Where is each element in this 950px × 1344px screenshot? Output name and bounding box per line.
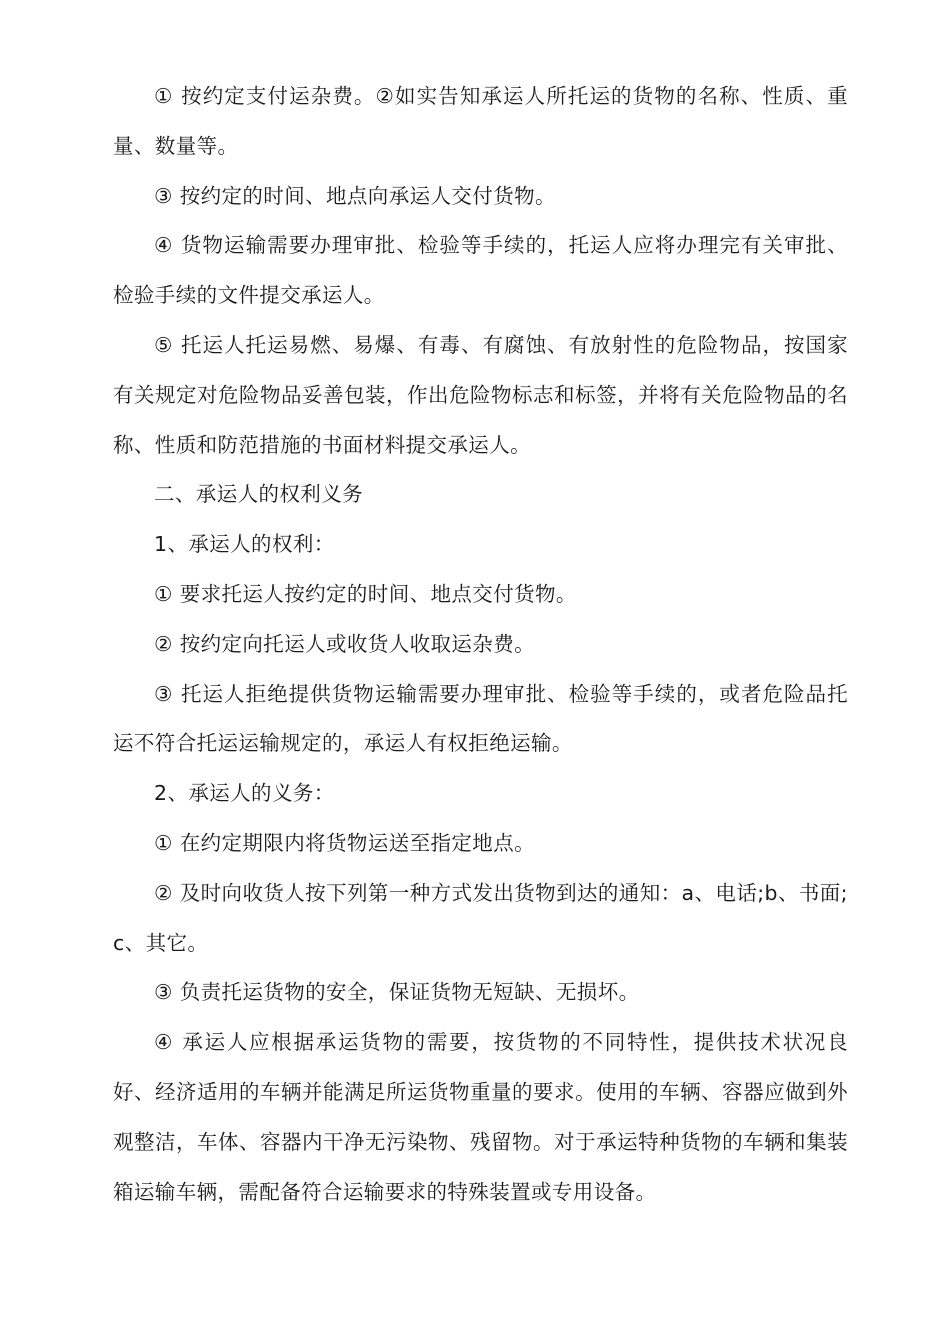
carrier-right-collect-fees: ② 按约定向托运人或收货人收取运杂费。 [154, 631, 535, 656]
shipper-duty-approval-paragraph: ④ 货物运输需要办理审批、检验等手续的，托运人应将办理完有关审批、检验手续的文件提交承运人。 [113, 233, 848, 308]
carrier-duty-vehicle-requirements: ④ 承运人应根据承运货物的需要，按货物的不同特性，提供技术状况良好、经济适用的车辆并能满足所运货物重量的要求。使用的车辆、容器应做到外观整洁，车体、容器内干净无污染物、残留物。对于承运特种货物的车辆和集装箱运输车辆，需配备符合运输要求的特殊装置或专用设备。 [113, 1030, 848, 1204]
shipper-duty-delivery-paragraph: ③ 按约定的时间、地点向承运人交付货物。 [154, 183, 556, 208]
shipper-duty-payment-paragraph: ① 按约定支付运杂费。②如实告知承运人所托运的货物的名称、性质、重量、数量等。 [113, 84, 848, 158]
document-page [113, 72, 848, 1217]
shipper-duty-dangerous-goods-paragraph: ⑤ 托运人托运易燃、易爆、有毒、有腐蚀、有放射性的危险物品，按国家有关规定对危险物品妥善包装，作出危险物标志和标签，并将有关危险物品的名称、性质和防范措施的书面材料提交承运人。 [113, 332, 848, 457]
carrier-duty-notify-consignee: ② 及时向收货人按下列第一种方式发出货物到达的通知：a、电话;b、书面;c、其它。 [113, 880, 848, 955]
subheading-carrier-duties: 2、承运人的义务： [154, 781, 335, 806]
subheading-carrier-rights: 1、承运人的权利： [154, 532, 335, 557]
carrier-duty-cargo-safety: ③ 负责托运货物的安全，保证货物无短缺、无损坏。 [154, 980, 640, 1005]
carrier-right-refuse-transport: ③ 托运人拒绝提供货物运输需要办理审批、检验等手续的，或者危险品托运不符合托运运输规定的，承运人有权拒绝运输。 [113, 681, 848, 756]
section-heading-carrier-rights-duties: 二、承运人的权利义务 [154, 482, 363, 507]
carrier-duty-deliver-on-time: ① 在约定期限内将货物运送至指定地点。 [154, 830, 535, 855]
carrier-right-require-delivery: ① 要求托运人按约定的时间、地点交付货物。 [154, 581, 577, 606]
